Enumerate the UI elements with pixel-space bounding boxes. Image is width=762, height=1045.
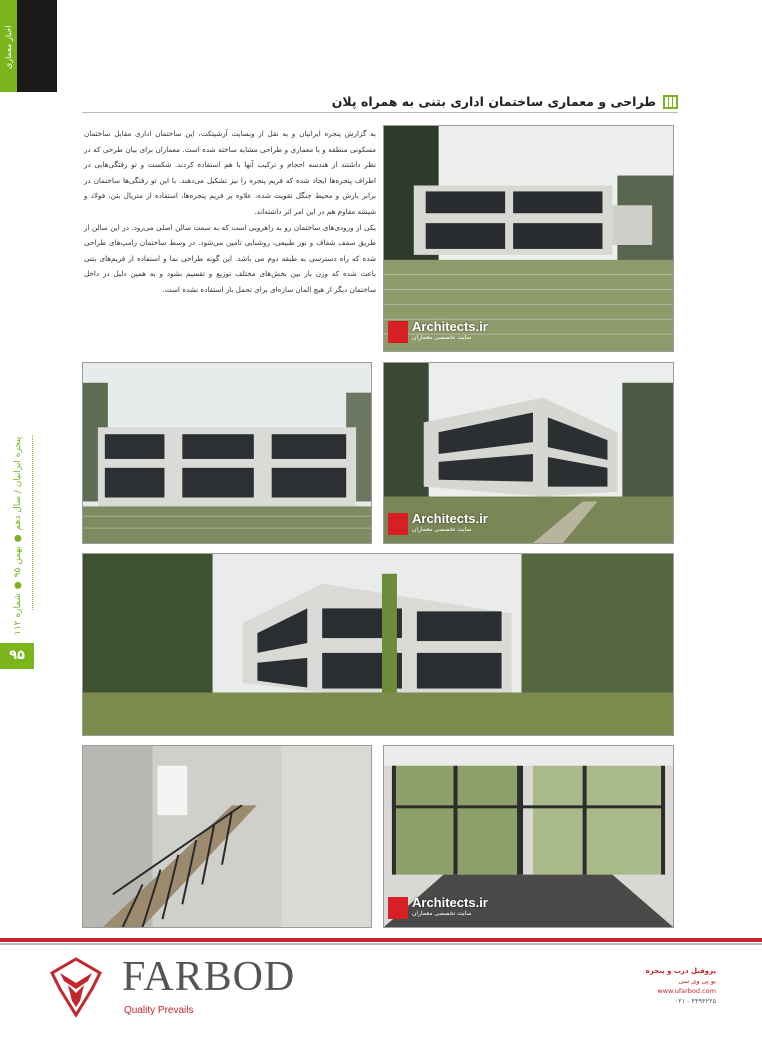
advert-tagline: Quality Prevails [124,1005,194,1016]
farbod-logo-icon [48,955,104,1019]
architects-logo-icon [388,513,408,535]
page-number: ۹۵ [0,643,34,669]
article-body [84,126,376,351]
photo-interior-stairwell [82,745,372,928]
advert-brand: FARBOD [122,954,296,1000]
watermark-subtext: سایت تخصصی معماران [412,910,472,917]
advert-product: پروفیل درب و پنجره [645,967,716,975]
title-underline [82,112,678,113]
article-header [82,92,678,114]
watermark-text: Architects.ir [412,319,488,334]
advert-phone: ۰۲۱ - ۴۴۹۴۲۲۵ [674,997,716,1005]
side-divider [32,435,33,610]
photo-interior-window-corner [383,745,674,928]
watermark-text: Architects.ir [412,511,488,526]
advert-material: یو پی وی سی [678,977,716,985]
section-label: اخبار معماری [4,25,13,70]
window-bullet-icon [663,95,678,109]
footer-rule-secondary [0,943,762,945]
architects-logo-icon [388,897,408,919]
photo-exterior-corner-view [383,362,674,544]
article-title: طراحی و معماری ساختمان اداری بتنی به همراه پلان [331,94,656,109]
article-paragraph: یکی از ورودی‌های ساختمان رو به راهرویی است که به سمت سالن اصلی می‌رود. در این سالن از طریق سقف شفاف و نور طبیعی، روشنایی تامین می‌شود. در وسط ساختمان رامپ‌های طراحی شده که راه دسترسی به طبقه دوم می باشد. این گونه طراحی نما و استفاده از فریم‌های بتنی باعث شده که وزن بار بین بخش‌های مختلف توزیع و تقسیم بشود و به همین دلیل در داخل ساختمان دیگر از هیچ المان سازه‌ای برای تحمل بار استفاده نشده است. [84,222,376,294]
watermark-text: Architects.ir [412,895,488,910]
footer-rule [0,938,762,942]
watermark-subtext: سایت تخصصی معماران [412,526,472,533]
watermark-subtext: سایت تخصصی معماران [412,334,472,341]
photo-exterior-wide-trees [82,553,674,736]
architects-logo-icon [388,321,408,343]
photo-exterior-facade-front [82,362,372,544]
advert-info [606,966,716,1006]
article-paragraph: به گزارش پنجره ایرانیان و به نقل از وبسایت آرشیتکت، این ساختمان اداری مقابل ساختمان مسکونی منطقه و با معماری و طراحی مشابه ساخته شده است. معماران برای بیان طرحی که در نظر داشتند از هندسه احجام و ترکیب آنها با هم استفاده کردند. شکست و تو رفتگی‌هایی در اطراف پنجره‌ها ایجاد شده که فریم پنجره را نیز تشکیل می‌دهند. با این تو رفتگی‌ها ساختمان در برابر بارش و محیط جنگل تقویت شده، علاوه بر فریم پنجره‌ها، استفاده از متریال بتن، فولاد و شیشه مقاوم هم در این امر اثر داشته‌اند. [84,129,376,216]
advert-website: www.ufarbod.com [657,987,716,995]
photo-exterior-front-lawn [383,125,674,352]
magazine-issue-line: پنجره ایرانیان / سال دهم ● بهمن ۹۵ ● شماره ۱۱۲ [13,436,23,635]
section-tab [0,0,57,92]
